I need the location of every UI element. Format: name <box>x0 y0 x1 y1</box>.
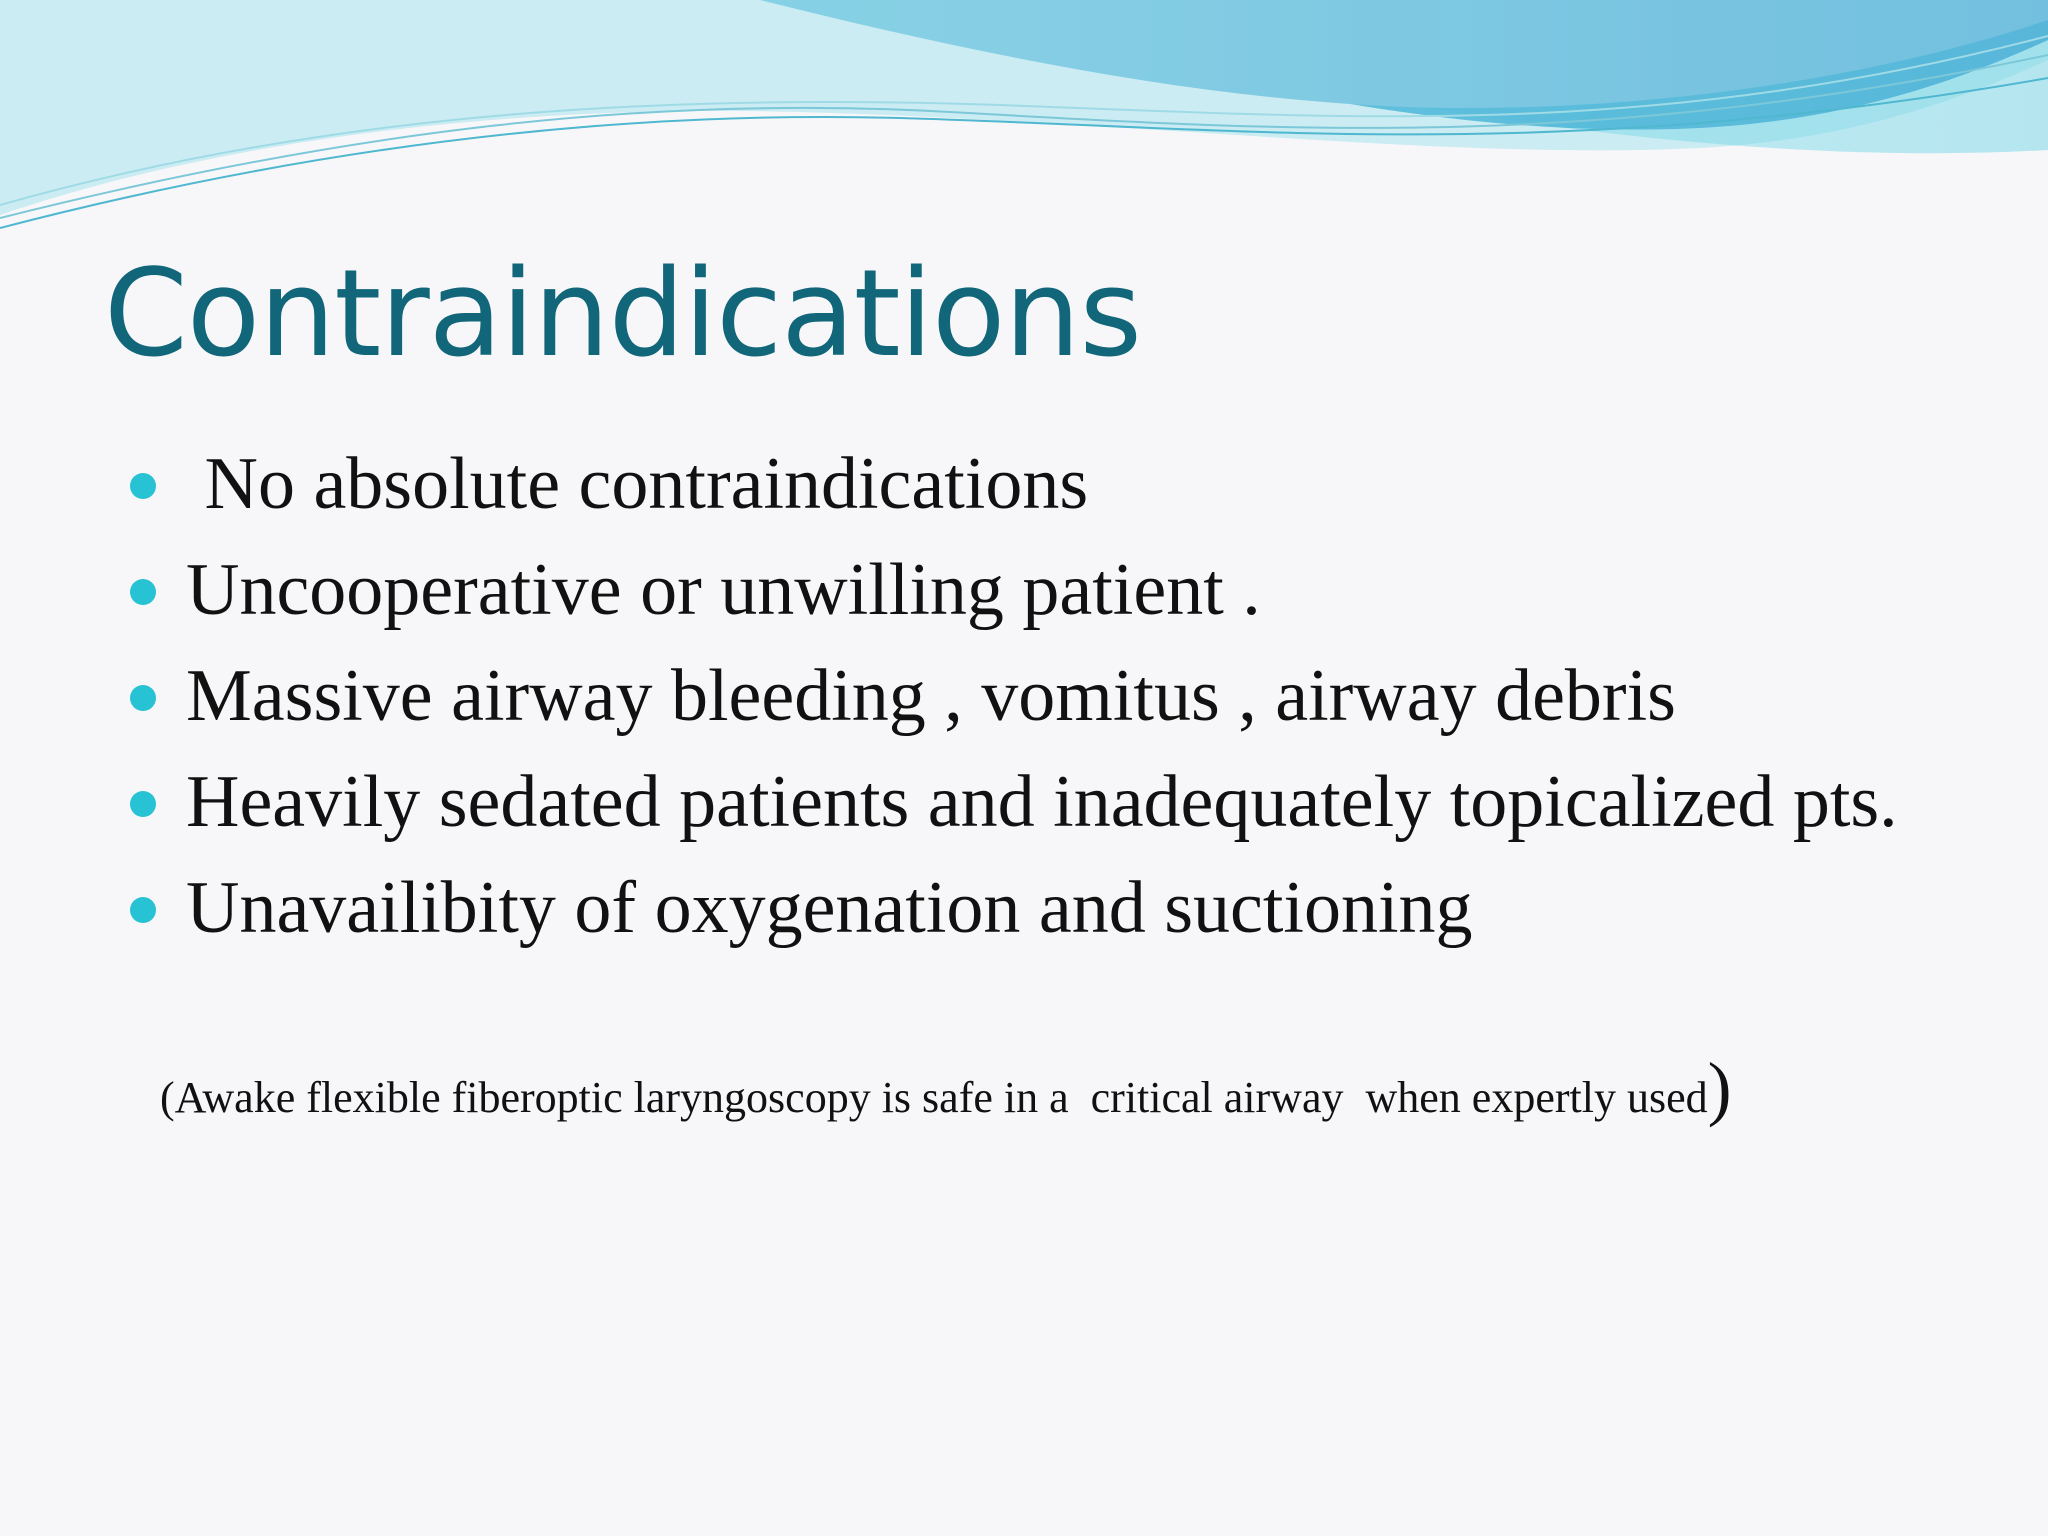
bullet-item <box>128 758 1988 846</box>
bullet-text: Uncooperative or unwilling patient . <box>186 549 1261 631</box>
bullet-dot-icon <box>130 579 156 605</box>
bullet-dot-icon <box>130 897 156 923</box>
bullet-dot-icon <box>130 791 156 817</box>
slide-title: Contraindications <box>104 245 1141 384</box>
footnote <box>160 1048 1732 1128</box>
bullet-item <box>128 546 1988 634</box>
bullet-item <box>128 864 1988 952</box>
bullet-text: Massive airway bleeding , vomitus , airway debris <box>186 655 1676 737</box>
bullet-text: No absolute contraindications <box>186 443 1089 525</box>
bullet-dot-icon <box>130 473 156 499</box>
footnote-closing-paren: ) <box>1707 1048 1732 1128</box>
header-wave-decoration <box>0 0 2048 240</box>
bullet-text: Heavily sedated patients and inadequately topicalized pts. <box>186 761 1898 843</box>
bullet-list <box>128 440 1988 970</box>
bullet-item <box>128 652 1988 740</box>
bullet-text: Unavailibity of oxygenation and suctioning <box>186 867 1473 949</box>
footnote-text: (Awake flexible fiberoptic laryngoscopy is safe in a critical airway when expertly used <box>160 1073 1708 1122</box>
bullet-dot-icon <box>130 685 156 711</box>
bullet-item <box>128 440 1988 528</box>
